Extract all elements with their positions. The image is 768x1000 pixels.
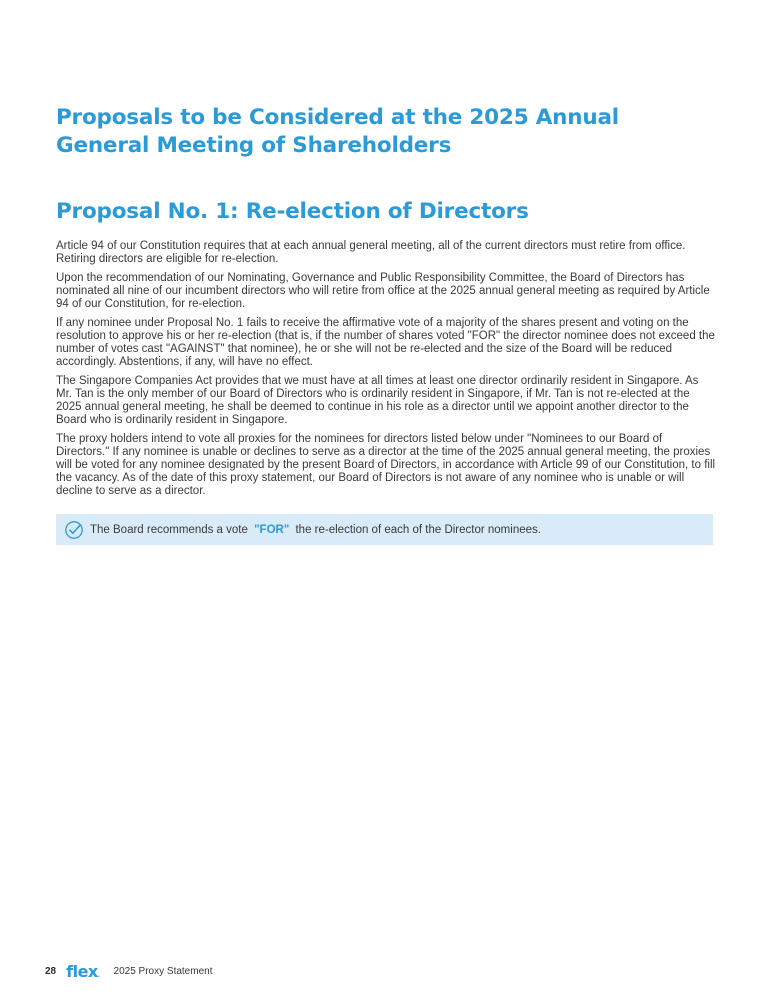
paragraph-article-94: Article 94 of our Constitution requires that at each annual general meeting, all of the current directors must retire from office. Retiring directors are eligible for re-election. — [56, 240, 686, 265]
board-recommendation-callout — [56, 514, 713, 545]
page-footer — [45, 961, 212, 981]
paragraph-singapore-residency: The Singapore Companies Act provides that we must have at all times at least one director ordinarily resident in Singapore. As Mr. Tan is the only member of our Board of Directors who is ordinarily resident in Singapore, if Mr. Tan is not re-elected at the 2025 annual general meeting, he shall be deemed to continue in his role as a director until we appoint another director to the Board who is ordinarily resident in Singapore. — [56, 375, 699, 426]
page-title: Proposals to be Considered at the 2025 Annual General Meeting of Shareholders — [56, 105, 619, 158]
recommendation-for-emphasis: "FOR" — [254, 523, 290, 536]
recommendation-text — [90, 524, 541, 536]
paragraph-nomination: Upon the recommendation of our Nominating, Governance and Public Responsibility Committee, the Board of Directors has nominated all nine of our incumbent directors who will retire from office at the 2025 annual general meeting as required by Article 94 of our Constitution, for re-election. — [56, 272, 710, 310]
logo-text: flex — [66, 961, 98, 981]
logo-dot: . — [97, 971, 100, 979]
proposal-body — [56, 240, 716, 504]
document-title: 2025 Proxy Statement — [113, 965, 213, 977]
paragraph-proxy-holders: The proxy holders intend to vote all proxies for the nominees for directors listed below under "Nominees to our Board of Directors." If any nominee is unable or declines to serve as a director at the time of the 2025 annual general meeting, the proxies will be voted for any nominee designated by the present Board of Directors, in accordance with Article 99 of our Constitution, to fill the vacancy. As of the date of this proxy statement, our Board of Directors is not aware of any nominee who is unable or will decline to serve as a director. — [56, 433, 716, 497]
proposal-heading: Proposal No. 1: Re-election of Directors — [56, 199, 529, 224]
paragraph-majority-vote: If any nominee under Proposal No. 1 fails to receive the affirmative vote of a majority of the shares present and voting on the resolution to approve his or her re-election (that is, if the number of shares voted "FOR" the director nominee does not exceed the number of votes cast "AGAINST" that nominee), he or she will not be re-elected and the size of the Board will be reduced accordingly. Abstentions, if any, will have no effect. — [56, 317, 715, 368]
check-circle-icon — [64, 520, 84, 540]
recommendation-after: the re-election of each of the Director nominees. — [295, 523, 541, 536]
recommendation-before: The Board recommends a vote — [90, 523, 248, 536]
flex-logo — [66, 962, 99, 981]
page-number: 28 — [45, 965, 57, 977]
